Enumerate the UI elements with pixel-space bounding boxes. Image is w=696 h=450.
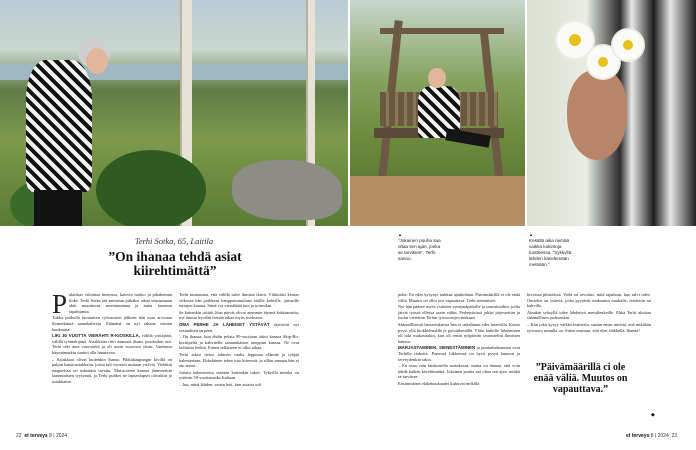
sitting-woman-face <box>428 68 446 88</box>
paragraph: puhe. En edes kysynyt tarkkaa ajankohtaa. Päivämäärillä ei ole enää väliä. Muutos on ollut tosi vapauttava, Terhi riemuitsee. <box>398 292 520 303</box>
paragraph: Terhi aikoo tietoo tahtoen vaalia lepposaa elämää ja tyhjää kalenteriaan. Ehkeläinen tekee tiuo kiireestä, ja sillön aamaat hän ei aio antaa. <box>179 351 299 369</box>
text-column-2 <box>179 292 299 389</box>
paragraph: Nyt hän pääsee myös ystävien syntymäpäiville ja sauvaiitoihin, joilta jäivät työssä ollessa usein väliin. Perhepiirissä juhlat järjestettiin ja loulut vietettiin Terhin työvuorojen mukaan. <box>398 304 520 321</box>
text-column-1 <box>52 289 172 386</box>
photo-garden <box>0 0 348 226</box>
paragraph: – En osaa vain laiskostella aurinkossa, mutta on ihanaa, että voin tehdä kaiken kiirehtimättä. Jokainen pouha saa oltaa sen ajan, minkä se tarvitsee. <box>398 363 520 380</box>
swing-beam <box>380 28 504 34</box>
brand-right: et terveys <box>626 433 650 439</box>
photo-daisies <box>527 0 696 226</box>
subheading: MARJASTAMINEN, SIENESTÄMINEN <box>398 345 476 351</box>
paragraph: – Asiakkaat olivat kuitenkin ihania. Pikkukaupungin kivillä on paljon kanta-asiakkaita, joista tuli vuosien mittaan ystäviä. Vieläkin naapurissa on äskettäin tavattu. Muistoisten kanssa jännittettiin laatentaisten tyytymät, ja Terhi puhkei ne lapsenlapset olivatkin jo asiakkaina. <box>52 356 172 384</box>
page-number-left: 22 <box>16 433 22 439</box>
paragraph <box>398 345 520 362</box>
footer-left <box>16 433 67 439</box>
swing-ground <box>350 176 525 226</box>
page-number-right: 23 <box>671 433 678 439</box>
paragraph-text: täyttävät nyt sosiaalisen tarpeen. <box>179 321 299 333</box>
pull-quote: ”Päivämäärillä ci ole enää väliä. Muutos on vapauttava.” <box>533 362 628 395</box>
photo-swing <box>350 0 525 226</box>
woman-figure <box>26 60 92 192</box>
article-title: ”On ihanaa tehdä asiat kiirehtimättä” <box>108 249 242 278</box>
daisy-center <box>569 34 581 46</box>
paragraph: alaiskas viiloässä menossa, kaisvin tuokio ja pihakemun iloke. Terhi Sotka jää aamuisin pitkäksi aikaa seuraamaan alati muuttuvaa meriniasemaa ja nuita luonnon tapahtumia. <box>69 292 172 314</box>
end-mark-icon: ◆ <box>651 413 655 418</box>
paragraph: Tukka puikolla luontaisen työvuosien jälkeen hän osaa arvostaa ikimerkimiä aamukahveja. Elämänä on nyt takana viimen kuukautta. <box>52 315 172 332</box>
daisy-center-3 <box>623 40 633 50</box>
shrub <box>96 150 206 226</box>
paragraph <box>179 322 299 333</box>
caption-daisies: ▲ Kesällä aika riemää vaikka kukintoja tuotteessa. ”Sykkyllä lähden kävelemään metsään.” <box>529 232 583 268</box>
rock <box>232 160 342 220</box>
paragraph <box>52 333 172 355</box>
dropcap: P <box>52 289 68 319</box>
paragraph-text: välillä yrittäjänä, välillä työntekijänä. Asiakkaita riitti aamusta iltaan, jonoksikin asti. Terhi teki aina vuorotöitä ja oli usein vuorossa yksin. Vanhassa käymämarkin saattoi olla haastavaa. <box>52 333 172 355</box>
subheading: OMA PERHE JA LÄHEISET YSTÄVÄT <box>179 321 270 327</box>
caption-swing: ▲ ”Jokainen pouha saa oltaa sen ajan, jonka se tarvitsee”, Terhi sanoo. <box>398 232 444 262</box>
paragraph: – Kun joku kysyy vaikka teatteriin, saatan ensin miettiä, että mikähän työvuoro minulla on. Sitten muistan, että olen eläkkellä. Ihanaa! <box>527 321 651 333</box>
page-gutter <box>348 0 350 450</box>
daisy-center-2 <box>598 57 608 67</box>
paragraph: Säännöllisestä harrastuksesta hän ei uskaltanut edes haaveilla. Kunto pysyi yllä kiokkelemällä ja pyöräilemällä. Yhtin lenkille lähteminen oli toki mukavaakin, kun oli ensin työpäivän seurasteltut ihmisten kanssa. <box>398 321 520 344</box>
text-column-3 <box>398 292 520 388</box>
text-column-4 <box>527 292 651 334</box>
issue-right: 8 | 2024 <box>650 433 669 439</box>
paragraph: – On ihanaa, kun ehdin pelata 89-vuotiaan äitini kanssa Skip-Bo-korttipeliä ja kahvitella samanikäisen anoppini kanssa. Ne ovat kultaisia hetkiä. Ennen sellaiseen ei ollut aikaa. <box>179 334 299 351</box>
subheading: LIKI 30 VUOTTA VIERÄHTI R-KIOSKILLA, <box>52 333 140 339</box>
brand-left: et terveys <box>24 433 48 439</box>
issue-left: 8 | 2024 <box>49 433 68 439</box>
paragraph: Ainakin syksyllä tulee lähdettyä metsälenkeille. Ehkä Terhi aloittaa säännöllisen juoksenkin. <box>527 309 651 321</box>
byline: Terhi Sotka, 65, Laitila <box>134 236 214 246</box>
paragraph: kivoissa pihatöissä. Vielä on arvoitus, mitä tapahtuu, kun talvi tulee. Omseksi on ystäviä, jotka pyytävät mukaansa markalle, teatteriin tai kahville. <box>527 292 651 309</box>
hand <box>567 70 627 160</box>
paragraph: – Juu, minä lähden, vaisin heti, kun asiasta tuli <box>179 381 262 387</box>
paragraph: Terhi tuumustaa, että välillä tulee ihmisiä ikävä. Väliittäisi kernas viikossa hän poikkeaa kaupparuntuilaan ärtälle kahville, juttusille tuttujen kanssa. Siinä voi viestähtää tuot ja toisenkin. <box>179 292 299 309</box>
woman-face <box>86 48 108 74</box>
paragraph: Joitain kalentereisa sentään kuitenkin tukee. Tykyillä mieska on ystävän 50-vuotismatka Italiaan. <box>179 369 299 381</box>
woman-legs <box>34 190 82 226</box>
paragraph: Ensimmäiset eläkekuukaudet kuluivat mökillä <box>398 380 480 386</box>
paragraph-text: ja puutarhahommat ovat Terhille tärkeitä. Parsessä liikkeessä on hyvä pysyä kunnon ja terveydenkin takia. <box>398 345 520 362</box>
paragraph: Se kuitenkin riittää. Kun päivät olivat aiemmin täynnä kohtaamisia, nyt tuntuu hyvältä viettää aikaa myös itsekseen. <box>179 309 299 321</box>
footer-right <box>626 433 677 439</box>
